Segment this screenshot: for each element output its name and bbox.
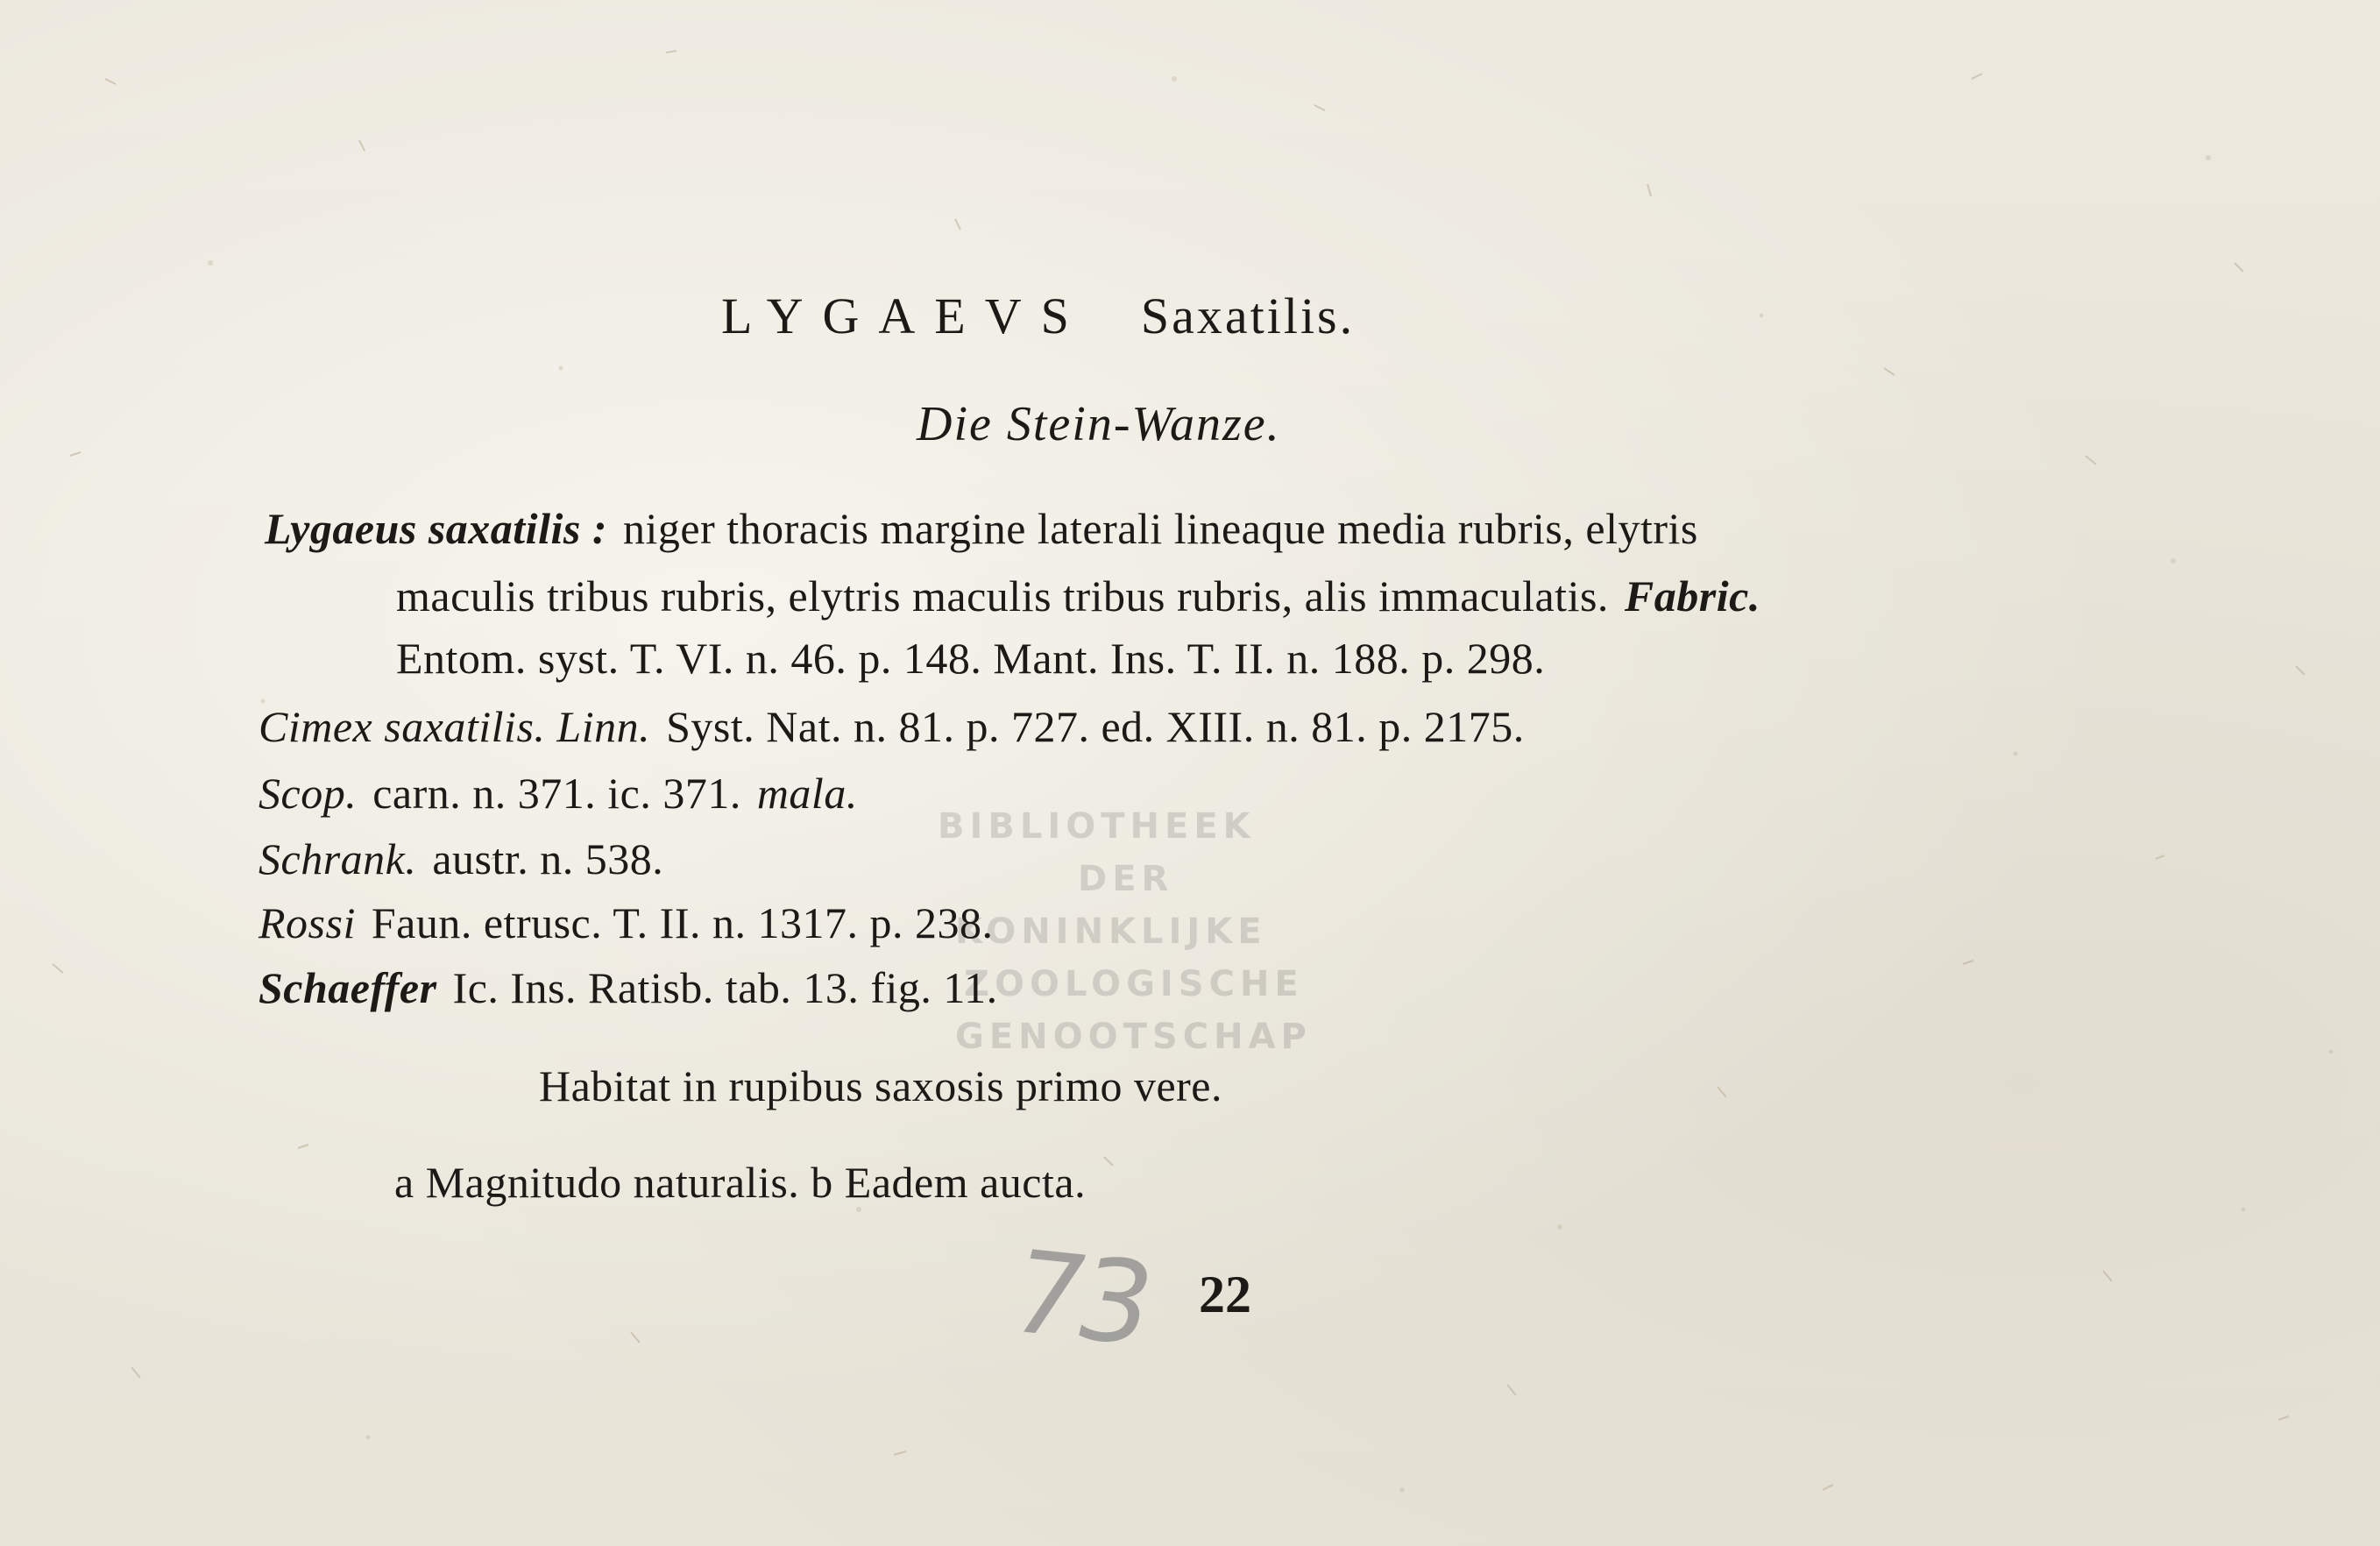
title-species: Saxatilis. — [1140, 287, 1356, 344]
synonym-ref: Ic. Ins. Ratisb. tab. 13. fig. 11. — [452, 963, 998, 1012]
page-number: 22 — [1199, 1266, 1251, 1323]
synonym-scopoli — [259, 769, 858, 818]
synonym-ref: Faun. etrusc. T. II. n. 1317. p. 238. — [371, 898, 994, 947]
description-text-2: maculis tribus rubris, elytris maculis tribus rubris, alis immaculatis. — [396, 571, 1609, 621]
description-line-3: Entom. syst. T. VI. n. 46. p. 148. Mant. Ins. T. II. n. 188. p. 298. — [396, 634, 1546, 683]
description-line-2 — [396, 571, 1760, 621]
synonym-rossi — [259, 898, 994, 947]
library-stamp: BIBLIOTHEEK DER KONINKLIJKE ZOOLOGISCHE GENOOTSCHAP — [938, 806, 1312, 1057]
synonym-author: Schaeffer — [259, 963, 437, 1012]
synonym-linnaeus — [259, 702, 1525, 751]
description-line-1 — [265, 504, 1698, 553]
synonym-author: Cimex saxatilis. Linn. — [259, 702, 651, 751]
common-name: Die Stein-Wanze. — [917, 397, 1281, 451]
synonym-ref: carn. n. 371. ic. 371. — [372, 769, 741, 818]
synonym-note: mala. — [756, 769, 858, 818]
habitat-line: Habitat in rupibus saxosis primo vere. — [539, 1061, 1222, 1110]
synonym-author: Schrank. — [259, 834, 417, 883]
title-genus: LYGAEVS — [721, 287, 1088, 344]
figure-caption: a Magnitudo naturalis. b Eadem aucta. — [394, 1158, 1087, 1207]
description-text-1: niger thoracis margine laterali lineaque media rubris, elytris — [622, 504, 1698, 553]
synonym-ref: Syst. Nat. n. 81. p. 727. ed. XIII. n. 81. p. 2175. — [666, 702, 1525, 751]
synonym-schaeffer — [259, 963, 998, 1012]
pencil-annotation: 73 — [995, 1225, 1163, 1371]
page-title — [721, 287, 1356, 344]
synonym-author: Scop. — [259, 769, 358, 818]
synonym-ref: austr. n. 538. — [432, 834, 664, 883]
synonym-author: Rossi — [259, 898, 356, 947]
description-author: Fabric. — [1624, 571, 1760, 621]
synonym-schrank — [259, 834, 664, 883]
species-name: Lygaeus saxatilis : — [265, 504, 607, 553]
